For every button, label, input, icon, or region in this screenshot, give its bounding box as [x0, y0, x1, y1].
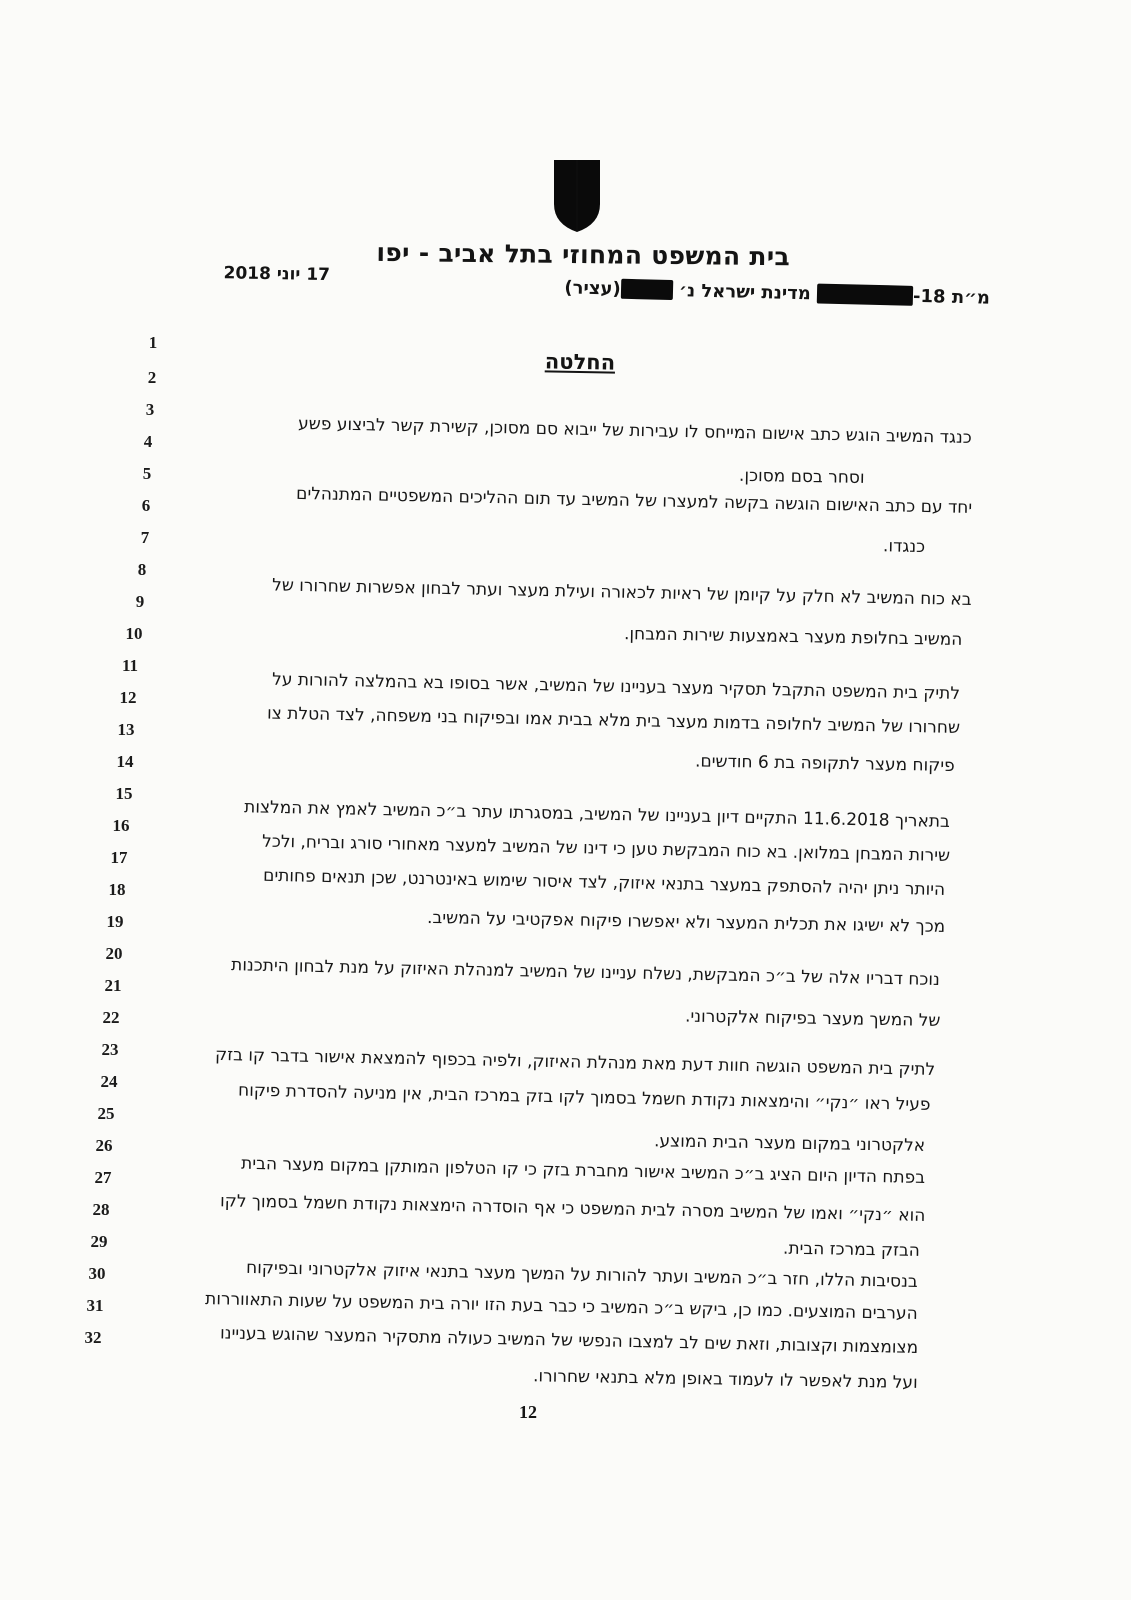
line-number: 11	[121, 656, 139, 675]
body-text-line: מכך לא ישיגו את תכלית המעצר ולא יאפשרו פיקוח אפקטיבי על המשיב.	[426, 907, 946, 937]
body-text-line: יחד עם כתב האישום הוגשה בקשה למעצרו של המשיב עד תום ההליכים המשפטיים המתנהלים	[295, 483, 973, 518]
line-number: 20	[105, 944, 123, 963]
page-number: 12	[519, 1402, 537, 1422]
body-text-line: וסחר בסם מסוכן.	[739, 465, 866, 488]
line-number: 15	[115, 784, 133, 803]
line-number: 10	[125, 624, 143, 643]
line-number: 19	[106, 912, 124, 931]
body-text-line: הערבים המוצעים. כמו כן, ביקש ב״כ המשיב כי כבר בעת הזו יורה בית המשפט על שעות התאווררות	[205, 1289, 919, 1324]
body-text-line: בנסיבות הללו, חזר ב״כ המשיב ועתר להורות על המשך מעצר בתנאי איזוק אלקטרוני ובפיקוח	[246, 1257, 919, 1292]
line-number: 8	[137, 560, 147, 579]
redaction-bar	[620, 279, 672, 300]
body-text-line: ועל מנת לאפשר לו לעמוד באופן מלא בתנאי שחרורו.	[533, 1366, 919, 1393]
line-number: 14	[116, 752, 134, 771]
case-status: (עציר)	[564, 277, 621, 300]
body-text-line: של המשך מעצר בפיקוח אלקטרוני.	[684, 1006, 941, 1031]
line-number: 22	[102, 1008, 120, 1027]
line-number: 31	[86, 1296, 104, 1315]
line-number: 24	[100, 1072, 118, 1091]
line-number: 3	[145, 400, 155, 419]
line-number: 23	[101, 1040, 119, 1059]
line-number: 28	[92, 1200, 110, 1219]
line-number: 26	[95, 1136, 113, 1155]
line-number: 6	[141, 496, 151, 515]
body-text-line: נוכח דבריו אלה של ב״כ המבקשת, נשלח עניינו של המשיב למנהלת האיזוק על מנת לבחון היתכנות	[231, 955, 941, 990]
line-number: 16	[112, 816, 130, 835]
line-number: 12	[119, 688, 137, 707]
line-number: 21	[104, 976, 122, 995]
line-number: 25	[97, 1104, 115, 1123]
line-number: 4	[143, 432, 153, 451]
line-number: 30	[88, 1264, 106, 1283]
line-number: 27	[94, 1168, 112, 1187]
body-text-line: פעיל ראו ״נקי״ והימצאות נקודת חשמל בסמוך לקו בזק במרכז הבית, אין מניעה להסדרת פיקוח	[237, 1080, 931, 1115]
decision-date: 17 יוני 2018	[223, 263, 331, 286]
body-text-line: בפתח הדיון היום הציג ב״כ המשיב אישור מחברת בזק כי קו הטלפון המותקן במקום מעצר הבית	[240, 1153, 926, 1188]
body-text-line: כנגדו.	[882, 536, 926, 557]
body-text-line: אלקטרוני במקום מעצר הבית המוצע.	[653, 1131, 926, 1156]
line-number: 32	[84, 1328, 102, 1347]
line-number: 2	[147, 368, 157, 387]
body-text-line: בתאריך 11.6.2018 התקיים דיון בעניינו של המשיב, במסגרתו עתר ב״כ המשיב לאמץ את המלצות	[244, 797, 951, 832]
body-text-line: הוא ״נקי״ ואמו של המשיב מסרה לבית המשפט כי אף הוסדרה הימצאות נקודת חשמל בסמוך לקו	[219, 1191, 926, 1226]
body-text-line: שירות המבחן במלואן. בא כוח המבקשת טען כי דינו של המשיב למעצר מאחורי סורג ובריח, ולכל	[261, 831, 951, 866]
case-caption	[520, 276, 990, 308]
decision-heading: החלטה	[544, 349, 616, 375]
line-number: 5	[142, 464, 152, 483]
line-number: 1	[148, 333, 158, 352]
case-number-prefix: מ״ת 18-	[912, 285, 991, 309]
body-text-line: לתיק בית המשפט הוגשה חוות דעת מאת מנהלת האיזוק, ולפיה בכפוף להמצאת אישור בדבר קו בזק	[214, 1044, 936, 1080]
body-text-line: היותר ניתן יהיה להסתפק במעצר בתנאי איזוק, לצד איסור שימוש באינטרנט, שכן תנאים פחותים	[262, 865, 946, 900]
body-text-line: פיקוח מעצר לתקופה בת 6 חודשים.	[695, 751, 956, 776]
line-number: 29	[90, 1232, 108, 1251]
body-text-line: כנגד המשיב הוגש כתב אישום המייחס לו עבירות של ייבוא סם מסוכן, קשירת קשר לביצוע פשע	[298, 413, 973, 448]
body-text-line: המשיב בחלופת מעצר באמצעות שירות המבחן.	[623, 624, 963, 650]
body-text-line: בא כוח המשיב לא חלק על קיומן של ראיות לכאורה ועילת מעצר ועתר לבחון אפשרות שחרורו של	[272, 575, 973, 610]
line-number: 13	[117, 720, 135, 739]
line-number: 18	[108, 880, 126, 899]
line-number: 17	[110, 848, 128, 867]
case-parties: מדינת ישראל נ׳	[678, 280, 812, 305]
body-text-line: לתיק בית המשפט התקבל תסקיר מעצר בעניינו של המשיב, אשר בסופו בא בהמלצה להורות על	[271, 669, 961, 704]
body-text-line: מצומצמות וקצובות, וזאת שים לב למצבו הנפשי של המשיב כעולה מתסקיר המעצר שהוגש בעניינו	[219, 1323, 919, 1358]
court-title: בית המשפט המחוזי בתל אביב - יפו	[376, 237, 791, 272]
line-number: 9	[135, 592, 145, 611]
body-text-line: שחרורו של המשיב לחלופה בדמות מעצר בית מלא בבית אמו ובפיקוח בני משפחה, לצד הטלת צו	[266, 703, 961, 738]
redaction-bar	[817, 284, 913, 306]
line-number: 7	[140, 528, 150, 547]
body-text-line: הבזק במרכז הבית.	[782, 1238, 921, 1261]
court-emblem-icon	[552, 158, 602, 234]
